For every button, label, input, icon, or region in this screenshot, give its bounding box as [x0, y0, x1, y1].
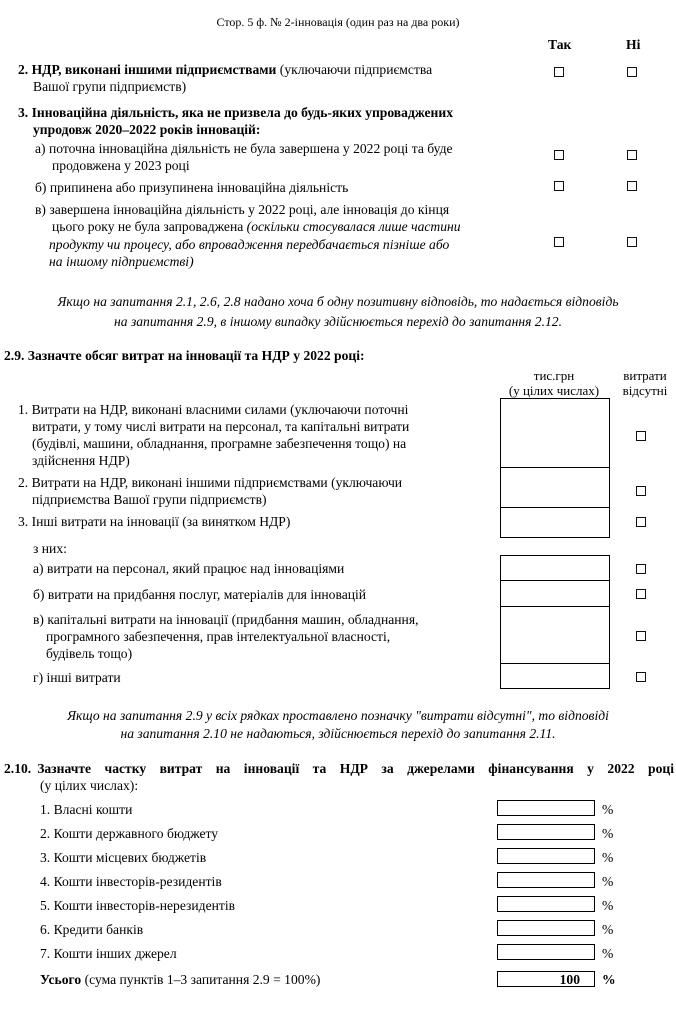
q29-row2-absent-checkbox[interactable]	[636, 486, 646, 496]
q210-total-value: 100	[559, 972, 580, 987]
q3c-yes-checkbox[interactable]	[554, 237, 564, 247]
column-header-no: Ні	[626, 37, 641, 52]
q29-sub-d-label: г) інші витрати	[33, 670, 121, 685]
q210-row6-label: 6. Кредити банків	[40, 922, 144, 937]
q3-title-line1: 3. Інноваційна діяльність, яка не призвела до будь-яких упроваджених	[18, 105, 453, 120]
q210-row1-percent: %	[602, 802, 614, 817]
q29-col-absent-header: витрати відсутні	[622, 368, 668, 398]
q2-no-checkbox[interactable]	[627, 67, 637, 77]
q29-row3-absent-checkbox[interactable]	[636, 517, 646, 527]
note-2-10-condition-line1: Якщо на запитання 2.9 у всіх рядках проставлено позначку "витрати відсутні", то відповіді	[67, 708, 609, 723]
note-2-9-condition-line2: на запитання 2.9, в іншому випадку здійснюється перехід до запитання 2.12.	[114, 314, 562, 329]
q3a-no-checkbox[interactable]	[627, 150, 637, 160]
q29-row2-label: 2. Витрати на НДР, виконані іншими підприємствами (уключаючи підприємства Вашої групи підприємств)	[18, 475, 403, 507]
q29-sub-c-label: в) капітальні витрати на інновації (придбання машин, обладнання, програмного забезпечення, прав інтелектуальної власності, будівель тощо)	[33, 612, 419, 661]
q2-title-line2: Вашої групи підприємств)	[33, 79, 187, 94]
q29-sub-b-amount-input[interactable]	[500, 580, 610, 607]
q29-col-amount-header: тис.грн (у цілих числах)	[508, 368, 600, 398]
q3c-line1: в) завершена інноваційна діяльність у 2022 році, але інновація до кінця	[35, 202, 450, 217]
q210-row6-input[interactable]	[497, 920, 595, 936]
q29-sub-a-amount-input[interactable]	[500, 555, 610, 582]
q29-title: 2.9. Зазначте обсяг витрат на інновації та НДР у 2022 році:	[4, 348, 365, 363]
q29-sub-c-amount-input[interactable]	[500, 606, 610, 664]
q210-row7-label: 7. Кошти інших джерел	[40, 946, 177, 961]
q29-sub-a-absent-checkbox[interactable]	[636, 564, 646, 574]
q3b-yes-checkbox[interactable]	[554, 181, 564, 191]
q3b-no-checkbox[interactable]	[627, 181, 637, 191]
q210-total-percent: %	[602, 972, 616, 987]
page-header: Стор. 5 ф. № 2-інновація (один раз на два роки)	[216, 15, 460, 29]
q210-row6-percent: %	[602, 922, 614, 937]
q3c-line3: продукту чи процесу, або впровадження передбачається пізніше або	[49, 237, 450, 252]
q210-row7-percent: %	[602, 946, 614, 961]
q3c-no-checkbox[interactable]	[627, 237, 637, 247]
q210-row5-label: 5. Кошти інвесторів-нерезидентів	[40, 898, 236, 913]
q29-sub-a-label: а) витрати на персонал, який працює над інноваціями	[33, 561, 345, 576]
q210-row4-percent: %	[602, 874, 614, 889]
q3-title-line2: упродовж 2020–2022 років інновацій:	[33, 122, 261, 137]
q2-title-rest: (уключаючи підприємства	[276, 62, 433, 77]
q3c-line2: цього року не була запроваджена (оскільки стосувалася лише частини	[52, 219, 461, 234]
q29-row1-label: 1. Витрати на НДР, виконані власними силами (уключаючи поточні витрати, у тому числі витрати на персонал, та капітальні витрати (будівлі, машини, обладнання, програмне забезпечення тощо) на здійснення НДР)	[18, 402, 410, 468]
q29-sub-c-absent-checkbox[interactable]	[636, 631, 646, 641]
q3a-line2: продовжена у 2023 році	[52, 158, 190, 173]
q210-total-input[interactable]	[497, 971, 595, 987]
q210-row1-label: 1. Власні кошти	[40, 802, 133, 817]
q29-sub-b-absent-checkbox[interactable]	[636, 589, 646, 599]
note-2-10-condition-line2: на запитання 2.10 не надаються, здійснюється перехід до запитання 2.11.	[120, 726, 556, 741]
q29-row2-amount-input[interactable]	[500, 467, 610, 509]
column-header-yes: Так	[548, 37, 572, 52]
q210-row3-label: 3. Кошти місцевих бюджетів	[40, 850, 207, 865]
q3a-yes-checkbox[interactable]	[554, 150, 564, 160]
q210-title: 2.10. Зазначте частку витрат на інновації та НДР за джерелами фінансування у 2022 році	[4, 761, 674, 776]
q29-row3-amount-input[interactable]	[500, 507, 610, 538]
q210-total-label: Усього (сума пунктів 1–3 запитання 2.9 = 100%)	[40, 972, 321, 987]
q210-row2-percent: %	[602, 826, 614, 841]
q2-yes-checkbox[interactable]	[554, 67, 564, 77]
q210-row3-percent: %	[602, 850, 614, 865]
q3a-line1: а) поточна інноваційна діяльність не була завершена у 2022 році та буде	[35, 141, 453, 156]
q210-subtitle: (у цілих числах):	[40, 778, 139, 793]
q29-of-which-label: з них:	[33, 541, 67, 556]
q210-row4-input[interactable]	[497, 872, 595, 888]
q210-row4-label: 4. Кошти інвесторів-резидентів	[40, 874, 222, 889]
q29-sub-d-amount-input[interactable]	[500, 663, 610, 689]
note-2-9-condition-line1: Якщо на запитання 2.1, 2.6, 2.8 надано хоча б одну позитивну відповідь, то надається відповідь	[57, 294, 619, 309]
q3b-line1: б) припинена або призупинена інноваційна діяльність	[35, 180, 349, 195]
q29-row1-absent-checkbox[interactable]	[636, 431, 646, 441]
q2-number: 2.	[18, 62, 29, 77]
q210-row1-input[interactable]	[497, 800, 595, 816]
q2-title-bold: НДР, виконані іншими підприємствами	[31, 62, 277, 77]
q210-row2-input[interactable]	[497, 824, 595, 840]
q29-row3-label: 3. Інші витрати на інновації (за винятком НДР)	[18, 514, 291, 529]
q210-row5-input[interactable]	[497, 896, 595, 912]
q29-row1-amount-input[interactable]	[500, 398, 610, 469]
question-2	[18, 61, 538, 95]
q210-row5-percent: %	[602, 898, 614, 913]
q29-sub-d-absent-checkbox[interactable]	[636, 672, 646, 682]
q29-sub-b-label: б) витрати на придбання послуг, матеріалів для інновацій	[33, 587, 367, 602]
q210-row7-input[interactable]	[497, 944, 595, 960]
q3c-line4: на іншому підприємстві)	[49, 254, 194, 269]
q210-row3-input[interactable]	[497, 848, 595, 864]
q210-row2-label: 2. Кошти державного бюджету	[40, 826, 219, 841]
